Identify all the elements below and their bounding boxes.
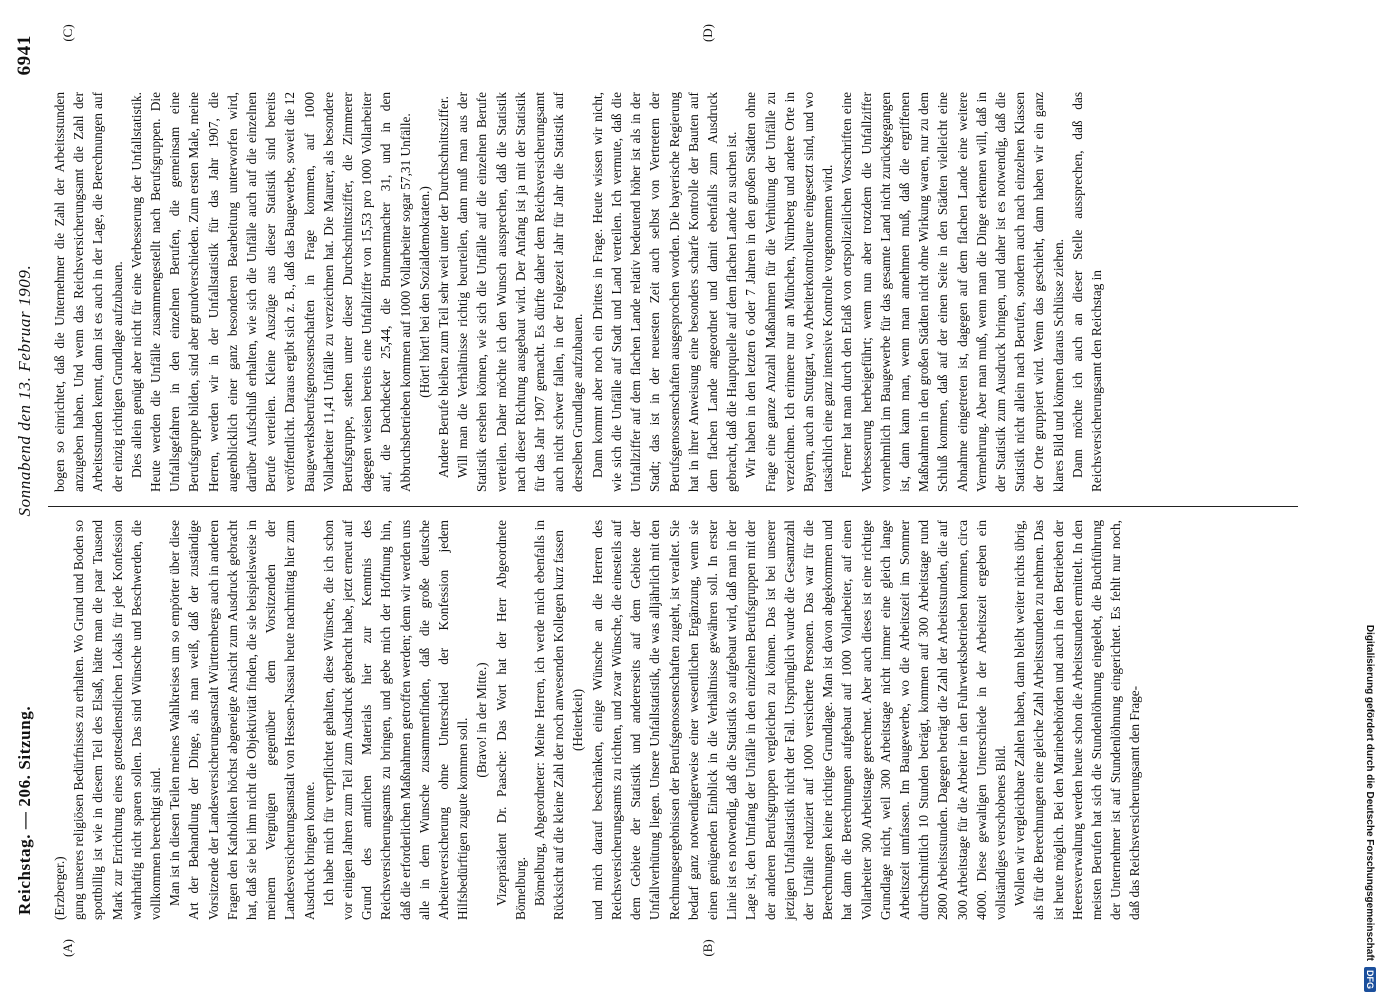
paragraph: Dann möchte ich auch an dieser Stelle aussprechen, daß das Reichsversicherungsamt den Reichstag in [1069,92,1104,492]
paragraph: Wir haben in den letzten 6 oder 7 Jahren in den großen Städten ohne Frage eine ganze Anzahl Maßnahmen für die Verhütung der Unfälle zu verzeichnen. Ich erinnere nur an München, Nürnberg und andere Orte in Bayern, auch an Stuttgart, wo Arbeiterkontrolleure eingesetzt sind, und wo tatsächlich eine ganz intensive Kontrolle vorgenommen wird. [743,92,836,492]
speaker-tag: (Erzberger.) [52,856,67,920]
header-date: Sonnabend den 13. Februar 1909. [15,264,34,517]
margin-marker-c: (C) [60,24,75,42]
page-number: 6941 [14,35,35,76]
paragraph: Andere Berufe bleiben zum Teil sehr weit unter der Durchschnittsziffer. [436,96,452,478]
paragraph: bogen so einrichtet, daß die Unternehmer die Zahl der Arbeitsstunden anzugeben haben. Und wenn das Reichsversicherungsamt die Zahl der Arbeitsstunden kennt, dann ist es auch in der Lage, die Berechnungen auf der einzig richtigen Grundlage aufzubauen. [52,92,125,492]
right-column [50,92,1106,492]
header-title: Reichstag. — 206. Sitzung. [15,705,34,915]
interjection: (Hört! hört! bei den Sozialdemokraten.) [416,186,432,398]
paragraph: Will man die Verhältnisse richtig beurteilen, dann muß man aus der Statistik ersehen können, wie sich die Unfälle auf die einzelnen Berufe verteilen. Daher möchte ich den Wunsch aussprechen, daß die Statistik nach dieser Richtung ausgebaut wird. Der Anfang ist ja mit der Statistik für das Jahr 1907 gemacht. Es dürfte daher dem Reichsversicherungsamt auch nicht schwer fallen, in der Folgezeit Jahr für Jahr die Statistik auf derselben Grundlage aufzubauen. [455,92,586,492]
dfg-credit [1360,8,1380,992]
column-divider [48,506,1298,507]
margin-marker-d: (D) [700,23,715,43]
paragraph: Ferner hat man durch den Erlaß von ortspolizeilichen Vorschriften eine Verbesserung herbeigeführt; wenn nun aber trotzdem die Unfallziffer vornehmlich im Baugewerbe für das gesamte Land nicht zurückgegangen ist, dann kann man, wenn man annehmen muß, daß die ergriffenen Maßnahmen in den großen Städten nicht ohne Wirkung waren, nur zu dem Schluß kommen, daß auf der einen Seite in den Städten vielleicht eine Abnahme eingetreten ist, dagegen auf dem flachen Lande eine weitere Vermehrung. Aber man muß, wenn man die Dinge erkennen will, daß in der Statistik zum Ausdruck bringen, und daher ist es notwendig, daß die Statistik nicht allein nach Berufen, sondern auch nach einzelnen Klassen der Orte gruppiert wird. Wenn das geschieht, dann haben wir ein ganz klares Bild und können daraus Schlüsse ziehen. [839,92,1066,492]
paragraph: Man ist in diesen Teilen meines Wahlkreises um so empörter über diese Art der Behandlung der Dinge, als man weiß, daß der zuständige Vorsitzende der Landesversicherungsanstalt Württembergs auch in anderen Fragen den Katholiken höchst abgeneigte Ansicht zum Ausdruck gebracht hat, daß sie bei ihm nicht die Objektivität finden, die sie beispielsweise in meinem Vergnügen gegenüber dem Vorsitzenden der Landesversicherungsanstalt von Hessen-Nassau heute nachmittag hier zum Ausdruck bringen konnte. [167,520,317,920]
interjection: (Heiterkeit) [570,688,586,752]
margin-marker-a: (A) [60,938,75,958]
paragraph: Ich habe mich für verpflichtet gehalten, diese Wünsche, die ich schon vor einigen Jahren zum Teil zum Ausdruck gebracht habe, jetzt erneut auf Grund des amtlichen Materials hier zur Kenntnis des Reichsversicherungsamts zu bringen, und gebe mich der Hoffnung hin, daß die erforderlichen Maßnahmen getroffen werden; denn wir werden uns alle in dem Wunsche zusammenfinden, daß die große deutsche Arbeiterversicherung ohne Unterschied der Konfession jedem Hilfsbedürftigen zugute kommen soll. [320,520,471,920]
paragraph: und mich darauf beschränken, einige Wünsche an die Herren des Reichsversicherungsamts zu richten, und zwar Wünsche, die einesteils auf dem Gebiete der Statistik und andererseits auf dem Gebiete der Unfallverhütung liegen. Unsere Unfallstatistik, die was alljährlich mit den Rechnungsergebnissen der Berufsgenossenschaften zugeht, ist veraltet. Sie bedarf ganz notwendigerweise einer wesentlichen Ergänzung, wenn sie einen genügenden Einblick in die Verhältnisse gewähren soll. In erster Linie ist es notwendig, daß die Statistik so aufgebaut wird, daß man in der Lage ist, den Umfang der Unfälle in den einzelnen Berufsgruppen mit der der anderen Berufsgruppen vergleichen zu können. Das ist bei unserer jetzigen Unfallstatistik nicht der Fall. Ursprünglich wurde die Gesamtzahl der Unfälle reduziert auf 1000 versicherte Personen. Das war für die Berechnungen keine richtige Grundlage. Man ist davon abgekommen und hat dann die Berechnungen aufgebaut auf 1000 Vollarbeiter, auf einen Vollarbeiter 300 Arbeitstage gerechnet. Aber auch dieses ist eine richtige Grundlage nicht, weil 300 Arbeitstage nicht immer eine gleich lange Arbeitszeit umfassen. Im Baugewerbe, wo die Arbeitszeit im Sommer durchschnittlich 10 Stunden beträgt, kommen auf 300 Arbeitstage rund 2800 Arbeitsstunden. Dagegen beträgt die Zahl der Arbeitsstunden, die auf 300 Arbeitstage für die Arbeiter in den Fuhrwerksbetrieben kommen, circa 4000. Diese gewaltigen Unterschiede in der Arbeitszeit ergeben ein vollständiges verschobenes Bild. [589,520,1008,920]
dfg-logo: DFG [1364,967,1376,992]
paragraph: gung unseres religiösen Bedürfnisses zu erhalten. Wo Grund und Boden so spottbillig ist wie in diesem Teil des Elsaß, hätte man die paar Tausend Mark zur Errichtung eines gottesdienstlichen Lokals für jede Konfession wahrhaftig nicht sparen sollen. Das sind Wünsche und Beschwerden, die vollkommen berechtigt sind. [71,520,164,920]
margin-marker-b: (B) [700,939,715,957]
interjection: (Bravo! in der Mitte.) [474,662,490,778]
paragraph: Dann kommt aber noch ein Drittes in Frage. Heute wissen wir nicht, wie sich die Unfälle auf Stadt und Land verteilen. Ich vermute, daß die Unfallziffer auf dem flachen Lande relativ bedeutend höher ist als in der Stadt; das ist in der neuesten Zeit auch selbst von Vertretern der Berufsgenossenschaften ausgesprochen worden. Die bayerische Regierung hat in ihrer Anweisung eine besonders scharfe Kontrolle der Bauten auf dem flachen Lande angeordnet und damit ebenfalls zum Ausdruck gebracht, daß die Hauptquelle auf dem flachen Lande zu suchen ist. [589,92,740,492]
paragraph: Dies allein genügt aber nicht für eine Verbesserung der Unfallstatistik. Heute werden die Unfälle zusammengestellt nach Berufsgruppen. Die Unfallsgefahren in den einzelnen Berufen, die gemeinsam eine Berufsgruppe bilden, sind aber grundverschieden. Zum ersten Male, meine Herren, werden wir in der Unfallstatistik für das Jahr 1907, die augenblicklich einer ganz besonderen Bearbeitung unterworfen wird, darüber Aufschluß erhalten, wie sich die Unfälle auch auf die einzelnen Berufe verteilen. Kleine Auszüge aus dieser Statistik sind bereits veröffentlicht. Daraus ergibt sich z. B., daß das Baugewerbe, soweit die 12 Baugewerksberufsgenossenschaften in Frage kommen, auf 1000 Vollarbeiter 11,41 Unfälle zu verzeichnen hat. Die Maurer, als besondere Berufsgruppe, stehen unter dieser Durchschnittsziffer, die Zimmerer dagegen weisen bereits eine Unfallziffer von 15,53 pro 1000 Vollarbeiter auf, die Dachdecker 25,44, die Brunnenmacher 31, und in den Abbruchsbetrieben kommen auf 1000 Vollarbeiter sogar 57,31 Unfälle. [128,92,413,492]
paragraph: Vizepräsident Dr. Paasche: Das Wort hat der Herr Abgeordnete Bömelburg. [493,520,528,920]
credit-text: Digitalisierung gefördert durch die Deutsche Forschungsgemeinschaft [1364,624,1376,961]
paragraph: Bömelburg, Abgeordneter: Meine Herren, ich werde mich ebenfalls in Rücksicht auf die kleine Zahl der noch anwesenden Kollegen kurz fassen [532,520,567,920]
left-column [50,520,1145,920]
paragraph: Wollen wir vergleichbare Zahlen haben, dann bleibt weiter nichts übrig, als für die Berechnungen eine gleiche Zahl Arbeitsstunden zu nehmen. Das ist heute möglich. Bei den Marinebehörden und auch in den Betrieben der Heeresverwaltung werden heute schon die Arbeitsstunden ermittelt. In den meisten Berufen hat sich die Stundenlöhnung eingelebt, die Buchführung der Unternehmer ist auf Stundenlöhnung eingerichtet. Es fehlt nur noch, daß das Reichsversicherungsamt den Frage- [1012,520,1143,920]
page-header [8,35,42,915]
